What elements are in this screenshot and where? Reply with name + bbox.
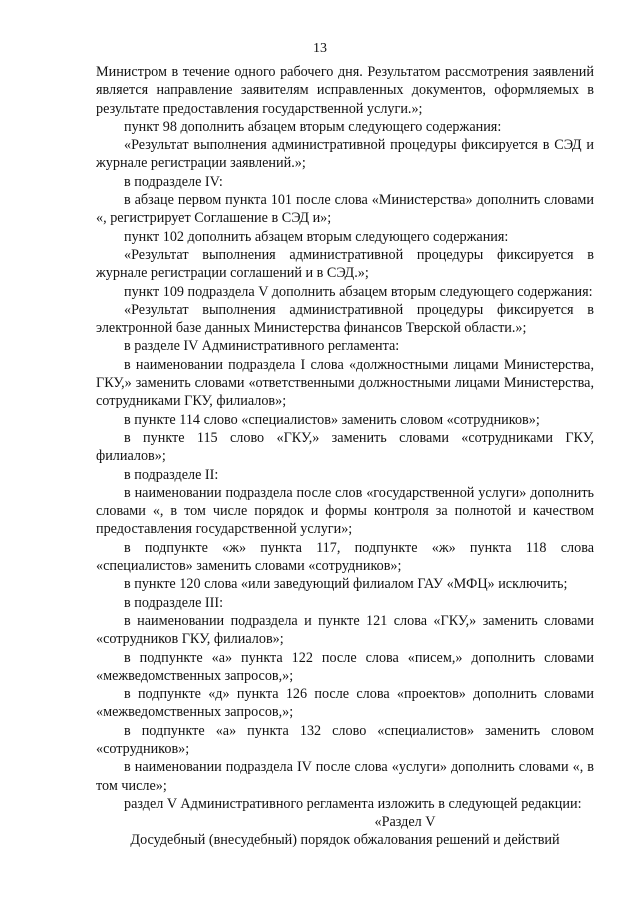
paragraph: в подпункте «а» пункта 122 после слова «писем,» дополнить словами «межведомственных запросов,»; (96, 649, 594, 684)
paragraph: в наименовании подраздела I слова «должностными лицами Министерства, ГКУ,» заменить словами «ответственными должностными лицами Министерства, сотрудниками ГКУ, филиалов»; (96, 356, 594, 410)
paragraph: в подразделе II: (124, 466, 219, 483)
paragraph: «Результат выполнения административной процедуры фиксируется в журнале регистрации соглашений и в СЭД.»; (96, 246, 594, 282)
paragraph: в подразделе III: (124, 594, 224, 611)
paragraph: пункт 109 подраздела V дополнить абзацем вторым следующего содержания: (124, 283, 593, 300)
document-body (96, 63, 594, 850)
paragraph: пункт 102 дополнить абзацем вторым следующего содержания: (124, 228, 509, 245)
paragraph: в подразделе IV: (124, 173, 223, 190)
paragraph: пункт 98 дополнить абзацем вторым следующего содержания: (124, 118, 502, 135)
paragraph: Министром в течение одного рабочего дня. Результатом рассмотрения заявлений является направление заявителям исправленных документов, оформляемых в результате предоставления государственной услуги.»; (96, 64, 594, 117)
section-title: Досудебный (внесудебный) порядок обжалования решений и действий (130, 832, 560, 849)
page-number: 13 (313, 41, 327, 56)
paragraph: в разделе IV Административного регламента: (124, 338, 400, 355)
paragraph: раздел V Административного регламента изложить в следующей редакции: (124, 795, 582, 812)
paragraph: «Результат выполнения административной процедуры фиксируется в электронной базе данных Министерства финансов Тверской области.»; (96, 301, 594, 337)
paragraph: в наименовании подраздела и пункте 121 слова «ГКУ,» заменить словами «сотрудников ГКУ, филиалов»; (96, 612, 594, 648)
paragraph: в наименовании подраздела после слов «государственной услуги» дополнить словами «, в том числе порядок и формы контроля за полнотой и качеством предоставления государственной услуги»; (96, 484, 594, 538)
paragraph: в абзаце первом пункта 101 после слова «Министерства» дополнить словами «, регистрирует Соглашение в СЭД и»; (96, 192, 594, 227)
paragraph: в наименовании подраздела IV после слова «услуги» дополнить словами «, в том числе»; (96, 759, 594, 794)
paragraph: в пункте 120 слова «или заведующий филиалом ГАУ «МФЦ» исключить; (124, 576, 568, 593)
paragraph: в пункте 114 слово «специалистов» заменить словом «сотрудников»; (124, 411, 540, 428)
paragraph: в подпункте «д» пункта 126 после слова «проектов» дополнить словами «межведомственных запросов,»; (96, 686, 594, 721)
paragraph: в подпункте «а» пункта 132 слово «специалистов» заменить словом «сотрудников»; (96, 722, 594, 757)
paragraph: в подпункте «ж» пункта 117, подпункте «ж» пункта 118 слова «специалистов» заменить словами «сотрудников»; (96, 539, 594, 575)
section-heading: «Раздел V (374, 814, 436, 831)
paragraph: «Результат выполнения административной процедуры фиксируется в СЭД и журнале регистрации заявлений.»; (96, 137, 594, 172)
paragraph: в пункте 115 слово «ГКУ,» заменить словами «сотрудниками ГКУ, филиалов»; (96, 429, 594, 465)
